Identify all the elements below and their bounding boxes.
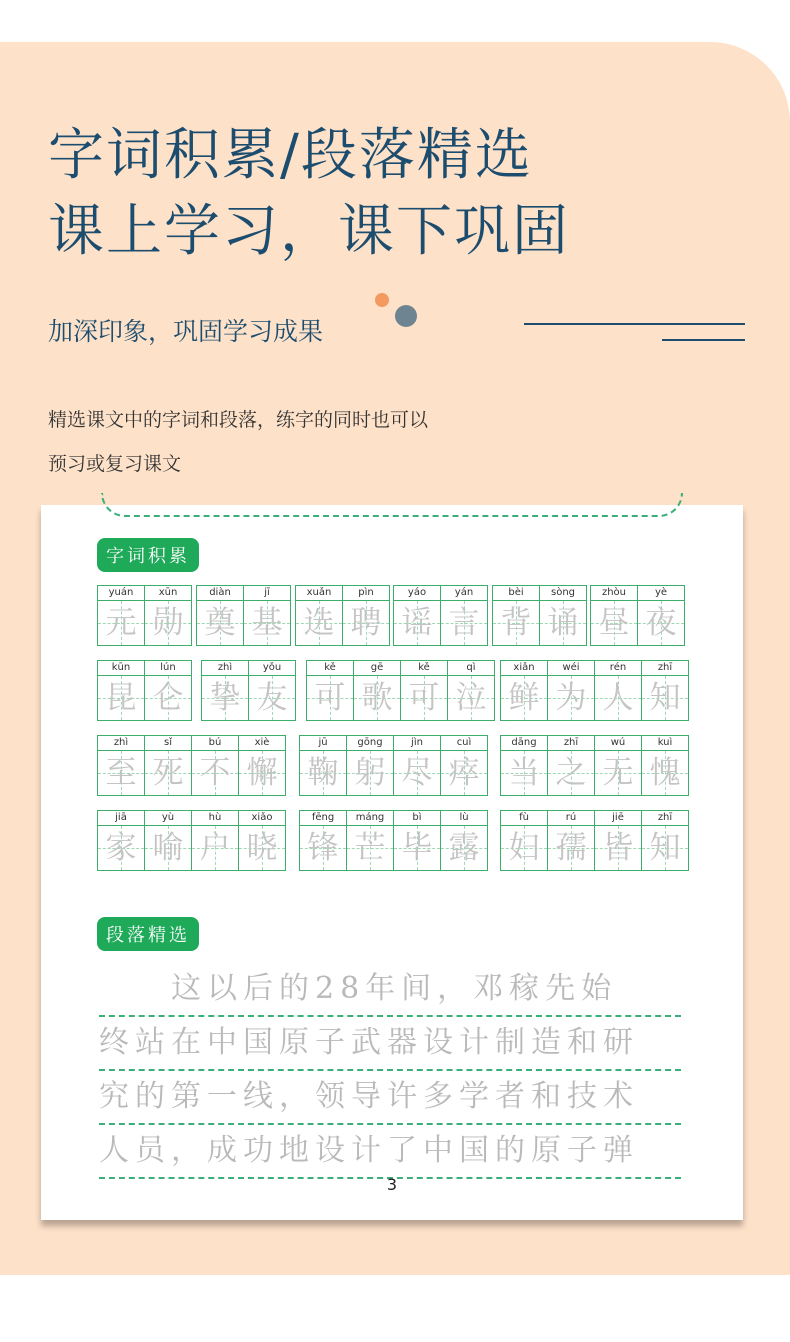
pinyin-label: wú bbox=[595, 736, 641, 751]
tracing-character bbox=[540, 601, 586, 645]
practice-cell bbox=[641, 811, 688, 870]
pinyin-label: yáo bbox=[394, 586, 440, 601]
pinyin-label: xiǎn bbox=[501, 661, 547, 676]
tracing-character bbox=[98, 826, 144, 870]
practice-cell bbox=[98, 736, 144, 795]
character-glyph: 夜 bbox=[645, 605, 677, 641]
character-glyph: 妇 bbox=[508, 830, 540, 866]
character-glyph: 为 bbox=[555, 680, 587, 716]
practice-cell bbox=[191, 811, 238, 870]
pinyin-label: bèi bbox=[493, 586, 539, 601]
section-badge-words: 字词积累 bbox=[97, 538, 199, 572]
tracing-character bbox=[394, 826, 440, 870]
tracing-character bbox=[300, 826, 346, 870]
word-group bbox=[299, 810, 488, 871]
practice-cell bbox=[144, 811, 191, 870]
section-badge-paragraph: 段落精选 bbox=[97, 917, 199, 951]
character-glyph: 知 bbox=[649, 830, 681, 866]
tracing-character bbox=[244, 601, 290, 645]
practice-cell bbox=[202, 661, 248, 720]
pinyin-label: jìn bbox=[394, 736, 440, 751]
word-group bbox=[500, 735, 689, 796]
pinyin-label: kūn bbox=[98, 661, 144, 676]
practice-cell bbox=[144, 586, 191, 645]
practice-cell bbox=[243, 586, 290, 645]
tracing-character bbox=[394, 751, 440, 795]
practice-cell bbox=[393, 811, 440, 870]
pinyin-label: rén bbox=[595, 661, 641, 676]
practice-cell bbox=[637, 586, 684, 645]
practice-cell bbox=[539, 586, 586, 645]
tracing-character bbox=[239, 751, 285, 795]
tracing-character bbox=[441, 601, 487, 645]
practice-cell bbox=[98, 586, 144, 645]
decor-line-long bbox=[524, 323, 745, 325]
practice-cell bbox=[591, 586, 637, 645]
dashed-border-arc bbox=[101, 493, 683, 517]
character-glyph: 不 bbox=[199, 755, 231, 791]
practice-cell bbox=[493, 586, 539, 645]
practice-cell bbox=[501, 661, 547, 720]
character-glyph: 家 bbox=[105, 830, 137, 866]
pinyin-label: yán bbox=[441, 586, 487, 601]
practice-cell bbox=[594, 661, 641, 720]
character-glyph: 喻 bbox=[152, 830, 184, 866]
character-glyph: 友 bbox=[256, 680, 288, 716]
practice-cell bbox=[300, 736, 346, 795]
pinyin-label: fēng bbox=[300, 811, 346, 826]
tracing-character bbox=[307, 676, 353, 720]
tracing-character bbox=[145, 751, 191, 795]
page-number: 3 bbox=[386, 1175, 398, 1194]
practice-cell bbox=[594, 811, 641, 870]
character-glyph: 孺 bbox=[555, 830, 587, 866]
practice-cell bbox=[393, 736, 440, 795]
character-glyph: 基 bbox=[251, 605, 283, 641]
decor-line-short bbox=[662, 339, 745, 341]
tracing-character bbox=[202, 676, 248, 720]
tracing-character bbox=[347, 751, 393, 795]
word-group bbox=[201, 660, 296, 721]
character-glyph: 露 bbox=[448, 830, 480, 866]
paragraph-line: 究的第一线，领导许多学者和技术 bbox=[99, 1071, 681, 1125]
practice-cell bbox=[98, 661, 144, 720]
character-glyph: 选 bbox=[303, 605, 335, 641]
character-glyph: 泣 bbox=[455, 680, 487, 716]
practice-cell bbox=[447, 661, 494, 720]
pinyin-label: kě bbox=[401, 661, 447, 676]
workbook-page bbox=[41, 505, 743, 1220]
tracing-character bbox=[296, 601, 342, 645]
tracing-character bbox=[401, 676, 447, 720]
pinyin-label: bú bbox=[192, 736, 238, 751]
character-glyph: 户 bbox=[199, 830, 231, 866]
practice-cell bbox=[238, 736, 285, 795]
pinyin-label: zhī bbox=[642, 661, 688, 676]
practice-cell bbox=[300, 811, 346, 870]
word-group bbox=[500, 660, 689, 721]
paragraph-line: 人员，成功地设计了中国的原子弹 bbox=[99, 1125, 681, 1179]
word-group bbox=[500, 810, 689, 871]
word-group bbox=[299, 735, 488, 796]
tracing-character bbox=[595, 826, 641, 870]
tracing-character bbox=[98, 751, 144, 795]
tracing-character bbox=[145, 676, 191, 720]
pinyin-label: xiè bbox=[239, 736, 285, 751]
tracing-character bbox=[548, 826, 594, 870]
character-glyph: 聘 bbox=[350, 605, 382, 641]
character-glyph: 人 bbox=[602, 680, 634, 716]
headline bbox=[48, 118, 570, 270]
pinyin-label: pìn bbox=[343, 586, 389, 601]
pinyin-label: lù bbox=[441, 811, 487, 826]
character-glyph: 毕 bbox=[401, 830, 433, 866]
character-glyph: 晓 bbox=[246, 830, 278, 866]
character-glyph: 鲜 bbox=[508, 680, 540, 716]
tracing-character bbox=[548, 751, 594, 795]
character-glyph: 歌 bbox=[361, 680, 393, 716]
practice-cell bbox=[342, 586, 389, 645]
tracing-character bbox=[638, 601, 684, 645]
tracing-character bbox=[493, 601, 539, 645]
word-group bbox=[196, 585, 291, 646]
pinyin-label: cuì bbox=[441, 736, 487, 751]
paragraph-line: 终站在中国原子武器设计制造和研 bbox=[99, 1017, 681, 1071]
character-glyph: 诵 bbox=[547, 605, 579, 641]
character-glyph: 当 bbox=[508, 755, 540, 791]
pinyin-label: diàn bbox=[197, 586, 243, 601]
character-glyph: 芒 bbox=[354, 830, 386, 866]
word-group bbox=[97, 735, 286, 796]
tracing-character bbox=[145, 826, 191, 870]
tracing-character bbox=[354, 676, 400, 720]
headline-line-2: 课上学习，课下巩固 bbox=[48, 199, 570, 264]
pinyin-label: zhī bbox=[548, 736, 594, 751]
pinyin-label: rú bbox=[548, 811, 594, 826]
character-glyph: 尽 bbox=[401, 755, 433, 791]
practice-cell bbox=[346, 811, 393, 870]
tracing-character bbox=[642, 751, 688, 795]
pinyin-label: xuǎn bbox=[296, 586, 342, 601]
tracing-character bbox=[501, 751, 547, 795]
tracing-character bbox=[98, 676, 144, 720]
word-group bbox=[97, 585, 192, 646]
practice-cell bbox=[440, 811, 487, 870]
word-group bbox=[492, 585, 587, 646]
character-glyph: 无 bbox=[602, 755, 634, 791]
practice-cell bbox=[440, 736, 487, 795]
tracing-character bbox=[98, 601, 144, 645]
pinyin-label: jī bbox=[244, 586, 290, 601]
tracing-character bbox=[239, 826, 285, 870]
practice-cell bbox=[641, 661, 688, 720]
tracing-character bbox=[501, 826, 547, 870]
description bbox=[48, 398, 428, 486]
tracing-character bbox=[642, 676, 688, 720]
pinyin-label: gōng bbox=[347, 736, 393, 751]
practice-cell bbox=[394, 586, 440, 645]
practice-cell bbox=[238, 811, 285, 870]
practice-cell bbox=[501, 736, 547, 795]
pinyin-label: jiā bbox=[98, 811, 144, 826]
character-glyph: 可 bbox=[314, 680, 346, 716]
character-glyph: 谣 bbox=[401, 605, 433, 641]
orange-dot-icon bbox=[375, 293, 389, 307]
character-glyph: 昆 bbox=[105, 680, 137, 716]
headline-line-1: 字词积累/段落精选 bbox=[48, 123, 533, 188]
practice-cell bbox=[594, 736, 641, 795]
character-glyph: 可 bbox=[408, 680, 440, 716]
pinyin-label: kuì bbox=[642, 736, 688, 751]
tracing-character bbox=[548, 676, 594, 720]
tracing-character bbox=[591, 601, 637, 645]
practice-cell bbox=[191, 736, 238, 795]
tracing-character bbox=[441, 751, 487, 795]
word-group bbox=[97, 810, 286, 871]
practice-cell bbox=[440, 586, 487, 645]
pinyin-label: zhòu bbox=[591, 586, 637, 601]
practice-cell bbox=[307, 661, 353, 720]
word-group bbox=[295, 585, 390, 646]
character-glyph: 愧 bbox=[649, 755, 681, 791]
character-glyph: 锋 bbox=[307, 830, 339, 866]
pinyin-label: lún bbox=[145, 661, 191, 676]
gray-dot-icon bbox=[395, 305, 417, 327]
practice-cell bbox=[547, 736, 594, 795]
paragraph-line: 这以后的28年间，邓稼先始 bbox=[99, 963, 681, 1017]
practice-cell bbox=[144, 661, 191, 720]
practice-cell bbox=[641, 736, 688, 795]
pinyin-label: fù bbox=[501, 811, 547, 826]
practice-cell bbox=[400, 661, 447, 720]
practice-cell bbox=[144, 736, 191, 795]
practice-cell bbox=[547, 811, 594, 870]
pinyin-label: yè bbox=[638, 586, 684, 601]
description-line-2: 预习或复习课文 bbox=[48, 453, 182, 475]
pinyin-label: sòng bbox=[540, 586, 586, 601]
pinyin-label: xūn bbox=[145, 586, 191, 601]
tracing-character bbox=[501, 676, 547, 720]
tracing-character bbox=[595, 751, 641, 795]
tracing-character bbox=[145, 601, 191, 645]
pinyin-label: kě bbox=[307, 661, 353, 676]
practice-cell bbox=[353, 661, 400, 720]
character-glyph: 瘁 bbox=[448, 755, 480, 791]
practice-cell bbox=[501, 811, 547, 870]
practice-cell bbox=[197, 586, 243, 645]
tracing-character bbox=[249, 676, 295, 720]
pinyin-label: sǐ bbox=[145, 736, 191, 751]
pinyin-label: xiǎo bbox=[239, 811, 285, 826]
character-glyph: 勋 bbox=[152, 605, 184, 641]
character-glyph: 挚 bbox=[209, 680, 241, 716]
tracing-character bbox=[300, 751, 346, 795]
character-glyph: 知 bbox=[649, 680, 681, 716]
tracing-character bbox=[343, 601, 389, 645]
pinyin-label: zhì bbox=[98, 736, 144, 751]
character-glyph: 奠 bbox=[204, 605, 236, 641]
pinyin-label: yǒu bbox=[249, 661, 295, 676]
pinyin-label: yù bbox=[145, 811, 191, 826]
subtitle: 加深印象，巩固学习成果 bbox=[48, 317, 324, 346]
character-glyph: 皆 bbox=[602, 830, 634, 866]
tracing-character bbox=[347, 826, 393, 870]
pinyin-label: zhì bbox=[202, 661, 248, 676]
word-group bbox=[306, 660, 495, 721]
character-glyph: 仑 bbox=[152, 680, 184, 716]
tracing-character bbox=[642, 826, 688, 870]
pinyin-label: máng bbox=[347, 811, 393, 826]
character-glyph: 昼 bbox=[598, 605, 630, 641]
pinyin-label: yuán bbox=[98, 586, 144, 601]
pinyin-label: dāng bbox=[501, 736, 547, 751]
practice-cell bbox=[98, 811, 144, 870]
practice-cell bbox=[547, 661, 594, 720]
character-glyph: 懈 bbox=[246, 755, 278, 791]
pinyin-label: hù bbox=[192, 811, 238, 826]
tracing-character bbox=[595, 676, 641, 720]
description-line-1: 精选课文中的字词和段落，练字的同时也可以 bbox=[48, 409, 429, 431]
tracing-character bbox=[448, 676, 494, 720]
paragraph-practice bbox=[99, 963, 681, 1179]
pinyin-label: jiē bbox=[595, 811, 641, 826]
character-glyph: 言 bbox=[448, 605, 480, 641]
pinyin-label: qì bbox=[448, 661, 494, 676]
character-glyph: 之 bbox=[555, 755, 587, 791]
pinyin-label: wéi bbox=[548, 661, 594, 676]
tracing-character bbox=[192, 751, 238, 795]
practice-cell bbox=[248, 661, 295, 720]
tracing-character bbox=[394, 601, 440, 645]
tracing-character bbox=[197, 601, 243, 645]
practice-cell bbox=[346, 736, 393, 795]
character-glyph: 元 bbox=[105, 605, 137, 641]
word-group bbox=[590, 585, 685, 646]
character-glyph: 鞠 bbox=[307, 755, 339, 791]
character-glyph: 躬 bbox=[354, 755, 386, 791]
tracing-character bbox=[441, 826, 487, 870]
character-glyph: 至 bbox=[105, 755, 137, 791]
word-group bbox=[393, 585, 488, 646]
tracing-character bbox=[192, 826, 238, 870]
pinyin-label: zhī bbox=[642, 811, 688, 826]
word-group bbox=[97, 660, 192, 721]
pinyin-label: gē bbox=[354, 661, 400, 676]
practice-cell bbox=[296, 586, 342, 645]
character-glyph: 背 bbox=[500, 605, 532, 641]
pinyin-label: bì bbox=[394, 811, 440, 826]
character-glyph: 死 bbox=[152, 755, 184, 791]
pinyin-label: jū bbox=[300, 736, 346, 751]
